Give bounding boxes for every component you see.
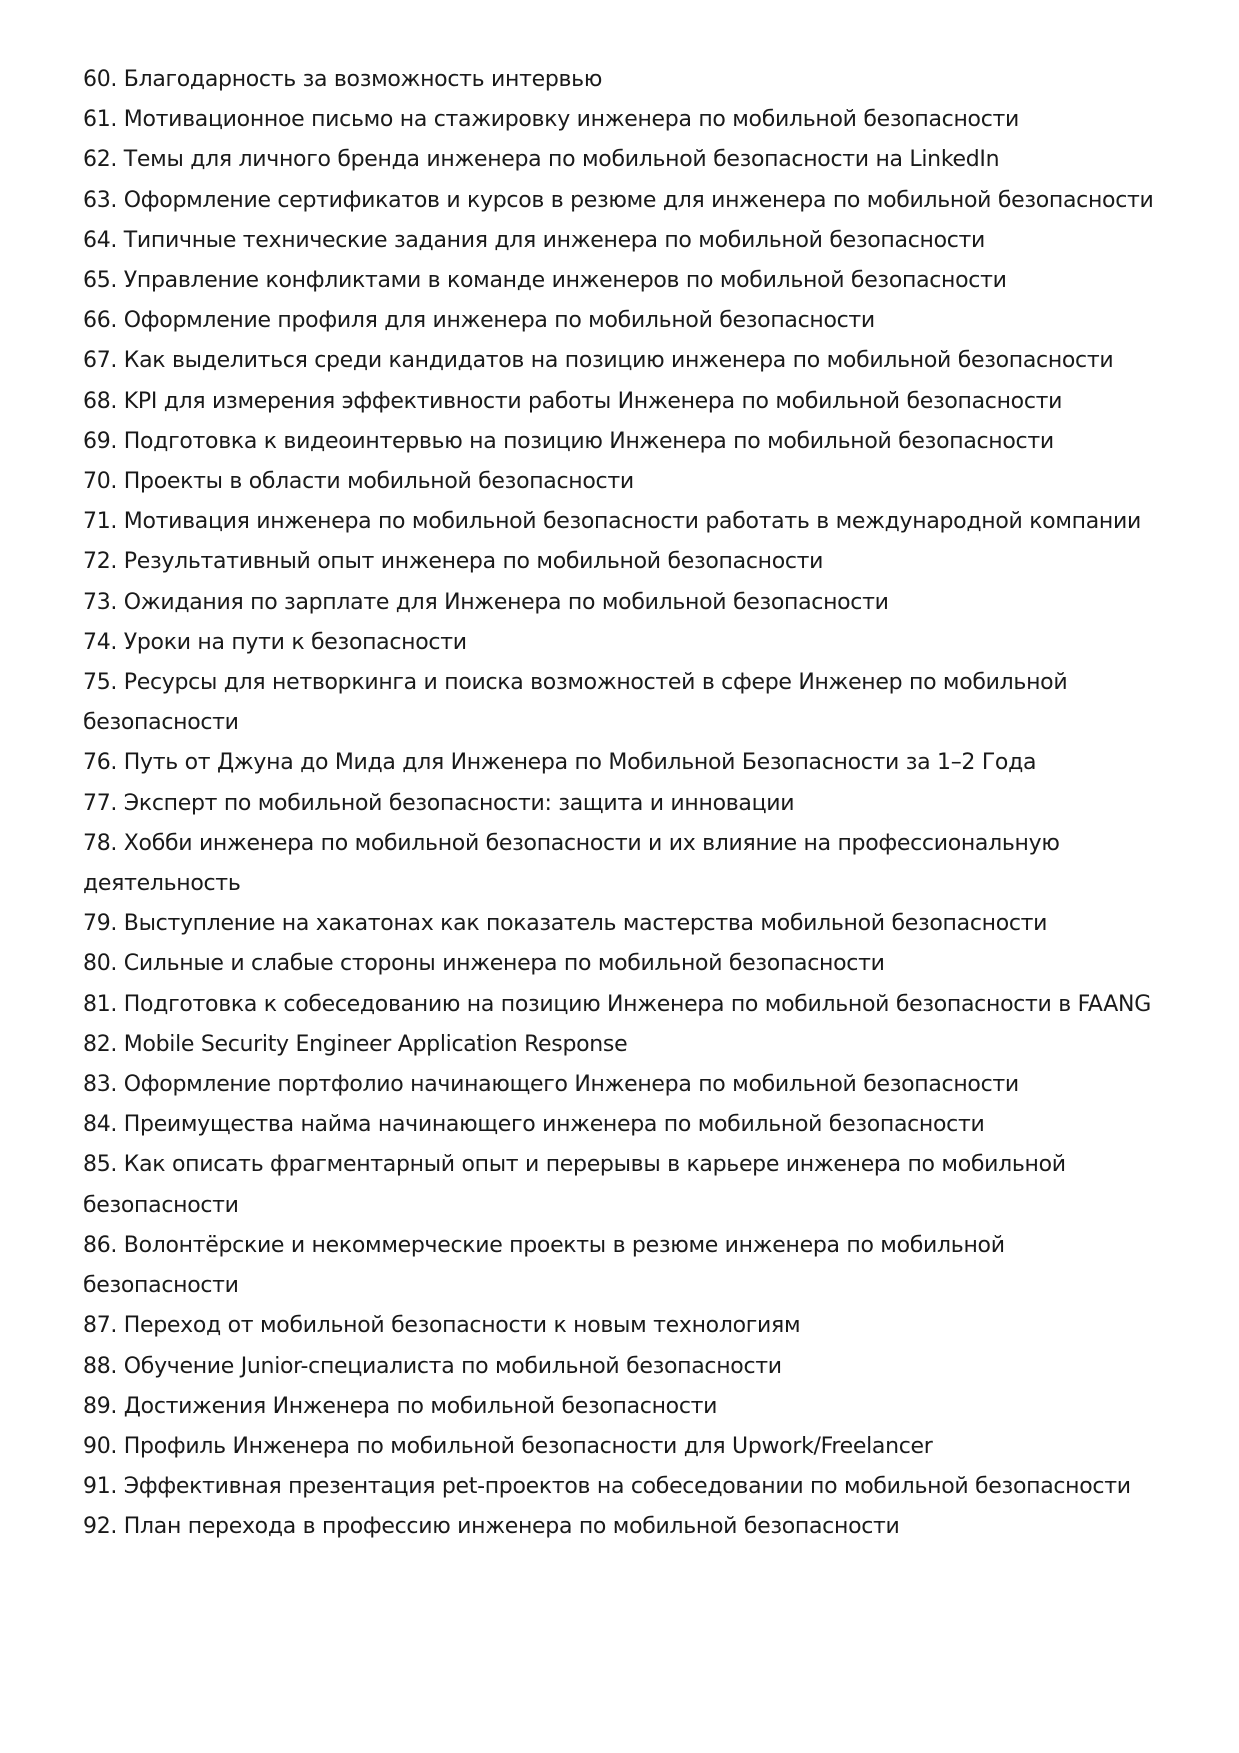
document-page: [83, 60, 1163, 1548]
list-item: 87. Переход от мобильной безопасности к новым технологиям: [83, 1313, 801, 1339]
list-item: 77. Эксперт по мобильной безопасности: защита и инновации: [83, 790, 795, 816]
list-item: 79. Выступление на хакатонах как показатель мастерства мобильной безопасности: [83, 911, 1048, 937]
list-item: 70. Проекты в области мобильной безопасности: [83, 469, 634, 495]
list-item: 63. Оформление сертификатов и курсов в резюме для инженера по мобильной безопасности: [83, 187, 1154, 213]
list-item: 82. Mobile Security Engineer Application Response: [83, 1031, 628, 1057]
list-item: 78. Хобби инженера по мобильной безопасности и их влияние на профессиональную деятельность: [83, 830, 1060, 897]
list-item: 71. Мотивация инженера по мобильной безопасности работать в международной компании: [83, 509, 1141, 535]
list-item: 81. Подготовка к собеседованию на позицию Инженера по мобильной безопасности в FAANG: [83, 991, 1151, 1017]
list-item: 76. Путь от Джуна до Мида для Инженера по Мобильной Безопасности за 1–2 Года: [83, 750, 1037, 776]
list-item: 72. Результативный опыт инженера по мобильной безопасности: [83, 549, 824, 575]
list-item: 74. Уроки на пути к безопасности: [83, 629, 467, 655]
list-item: 86. Волонтёрские и некоммерческие проекты в резюме инженера по мобильной безопасности: [83, 1232, 1005, 1299]
list-item: 89. Достижения Инженера по мобильной безопасности: [83, 1393, 718, 1419]
list-item: 69. Подготовка к видеоинтервью на позицию Инженера по мобильной безопасности: [83, 428, 1054, 454]
list-item: 85. Как описать фрагментарный опыт и перерывы в карьере инженера по мобильной безопасности: [83, 1152, 1066, 1218]
topic-list: [83, 60, 1163, 1548]
list-item: 80. Сильные и слабые стороны инженера по мобильной безопасности: [83, 951, 885, 977]
list-item: 60. Благодарность за возможность интервью: [83, 67, 603, 92]
list-item: 66. Оформление профиля для инженера по мобильной безопасности: [83, 308, 875, 334]
list-item: 83. Оформление портфолио начинающего Инженера по мобильной безопасности: [83, 1072, 1019, 1098]
list-item: 68. KPI для измерения эффективности работы Инженера по мобильной безопасности: [83, 388, 1063, 414]
list-item: 64. Типичные технические задания для инженера по мобильной безопасности: [83, 227, 986, 253]
list-item: 65. Управление конфликтами в команде инженеров по мобильной безопасности: [83, 268, 1007, 294]
list-item: 88. Обучение Junior-специалиста по мобильной безопасности: [83, 1353, 782, 1379]
list-item: 92. План перехода в профессию инженера по мобильной безопасности: [83, 1514, 900, 1540]
list-item: 62. Темы для личного бренда инженера по мобильной безопасности на LinkedIn: [83, 147, 1000, 173]
list-item: 67. Как выделиться среди кандидатов на позицию инженера по мобильной безопасности: [83, 348, 1114, 374]
list-item: 91. Эффективная презентация pet-проектов на собеседовании по мобильной безопасности: [83, 1474, 1131, 1500]
list-item: 90. Профиль Инженера по мобильной безопасности для Upwork/Freelancer: [83, 1433, 933, 1459]
list-item: 61. Мотивационное письмо на стажировку инженера по мобильной безопасности: [83, 107, 1020, 133]
list-item: 84. Преимущества найма начинающего инженера по мобильной безопасности: [83, 1112, 985, 1138]
list-item: 75. Ресурсы для нетворкинга и поиска возможностей в сфере Инженер по мобильной безопасности: [83, 670, 1068, 736]
list-item: 73. Ожидания по зарплате для Инженера по мобильной безопасности: [83, 589, 889, 615]
